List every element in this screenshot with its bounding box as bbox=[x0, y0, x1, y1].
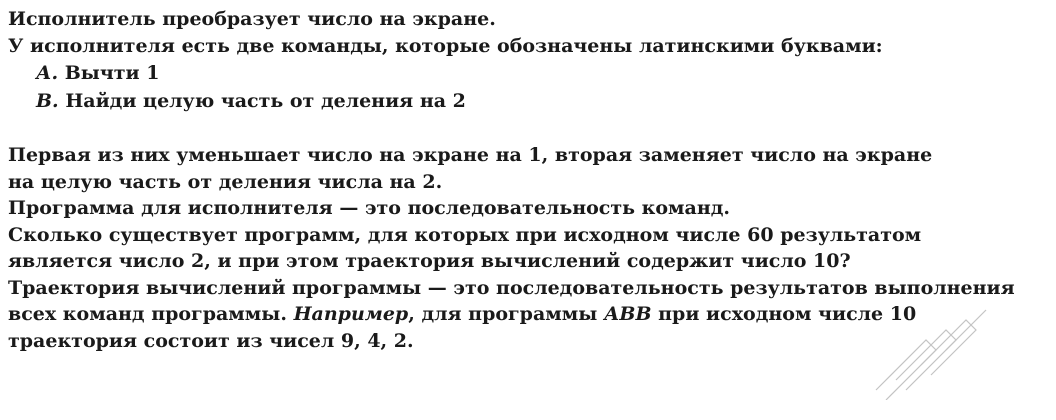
watermark-stamp-icon bbox=[866, 280, 996, 400]
command-a-text: Вычти 1 bbox=[64, 62, 160, 84]
program-code: АВВ bbox=[603, 303, 652, 325]
paragraph-1-line-1: Первая из них уменьшает число на экране на 1, вторая заменяет число на экране bbox=[8, 144, 933, 166]
command-a bbox=[8, 60, 1048, 87]
paragraph-4-text-e: при исходном числе 10 bbox=[651, 303, 917, 325]
paragraph-3-line-1: Сколько существует программ, для которых при исходном числе 60 результатом bbox=[8, 223, 922, 246]
paragraph-4-line-1: Траектория вычислений программы — это последовательность результатов выполнения bbox=[8, 276, 1015, 299]
paragraph-4-text-c: , для программы bbox=[408, 303, 604, 325]
paragraph-3-line-2: является число 2, и при этом траектория вычислений содержит число 10? bbox=[8, 250, 851, 272]
example-word: Например bbox=[293, 303, 409, 325]
command-b-letter: В. bbox=[36, 89, 59, 112]
paragraph-2: Программа для исполнителя — это последовательность команд. bbox=[8, 197, 731, 219]
command-b bbox=[8, 88, 1048, 115]
command-b-text: Найди целую часть от деления на 2 bbox=[65, 89, 466, 112]
intro-line-2: У исполнителя есть две команды, которые обозначены латинскими буквами: bbox=[8, 34, 883, 57]
paragraph-1-line-2: на целую часть от деления числа на 2. bbox=[8, 170, 443, 193]
paragraph-4-line-3: траектория состоит из чисел 9, 4, 2. bbox=[8, 329, 414, 352]
command-a-letter: А. bbox=[36, 62, 59, 84]
intro-line-1: Исполнитель преобразует число на экране. bbox=[8, 8, 496, 30]
paragraph-gap bbox=[8, 114, 1048, 142]
paragraph-4-text-a: всех команд программы. bbox=[8, 303, 294, 325]
